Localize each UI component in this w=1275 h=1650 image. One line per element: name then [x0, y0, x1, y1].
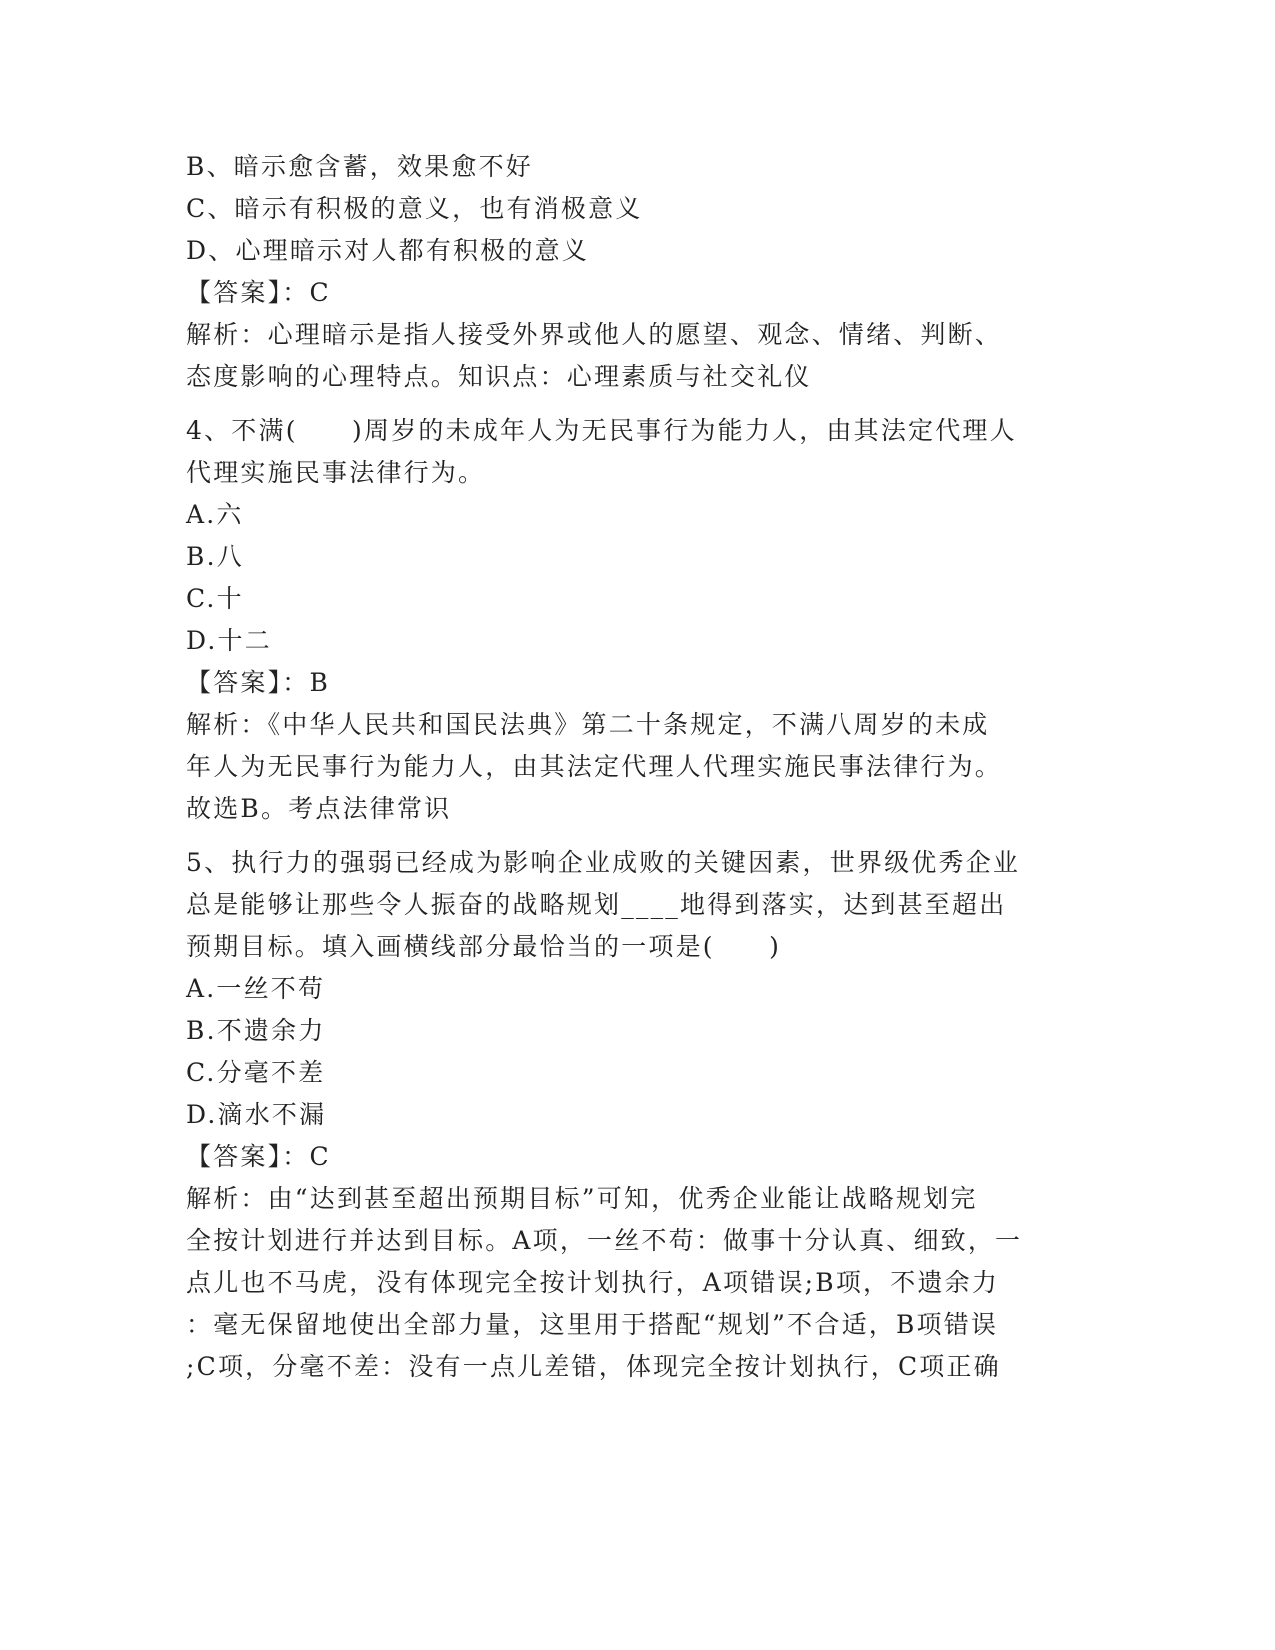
question-stem: 5、执行力的强弱已经成为影响企业成败的关键因素，世界级优秀企业 — [186, 848, 1021, 877]
explanation-line: 解析：《中华人民共和国民法典》第二十条规定，不满八周岁的未成 — [186, 710, 990, 739]
option-b: B、暗示愈含蓄，效果愈不好 — [186, 152, 533, 181]
option-d: D、心理暗示对人都有积极的意义 — [186, 236, 590, 265]
question-stem: 代理实施民事法律行为。 — [186, 458, 486, 487]
question-stem: 总是能够让那些令人振奋的战略规划____地得到落实，达到甚至超出 — [186, 890, 1007, 919]
question-3-tail — [186, 146, 1086, 398]
explanation-line: 态度影响的心理特点。知识点：心理素质与社交礼仪 — [186, 362, 812, 391]
explanation-line: 解析：由“达到甚至超出预期目标”可知，优秀企业能让战略规划完 — [186, 1184, 978, 1213]
option-a: A.六 — [186, 500, 244, 529]
answer: 【答案】：C — [186, 1142, 331, 1171]
option-b: B.八 — [186, 542, 244, 571]
answer: 【答案】：B — [186, 668, 331, 697]
question-stem: 4、不满( )周岁的未成年人为无民事行为能力人，由其法定代理人 — [186, 416, 1017, 445]
option-b: B.不遗余力 — [186, 1016, 326, 1045]
explanation-line: 故选B。考点法律常识 — [186, 794, 452, 823]
option-a: A.一丝不苟 — [186, 974, 326, 1003]
explanation-line: ;C项，分毫不差：没有一点儿差错，体现完全按计划执行，C项正确 — [186, 1352, 1001, 1381]
question-4 — [186, 410, 1086, 830]
option-c: C.十 — [186, 584, 244, 613]
option-d: D.十二 — [186, 626, 272, 655]
explanation-line: ：毫无保留地使出全部力量，这里用于搭配“规划”不合适，B项错误 — [186, 1310, 999, 1339]
option-d: D.滴水不漏 — [186, 1100, 327, 1129]
option-c: C.分毫不差 — [186, 1058, 326, 1087]
option-c: C、暗示有积极的意义，也有消极意义 — [186, 194, 643, 223]
question-5 — [186, 842, 1086, 1388]
explanation-line: 点儿也不马虎，没有体现完全按计划执行，A项错误;B项，不遗余力 — [186, 1268, 1000, 1297]
explanation-line: 解析：心理暗示是指人接受外界或他人的愿望、观念、情绪、判断、 — [186, 320, 1003, 349]
answer: 【答案】：C — [186, 278, 331, 307]
document-page — [186, 146, 1086, 1388]
explanation-line: 全按计划进行并达到目标。A项，一丝不苟：做事十分认真、细致，一 — [186, 1226, 1023, 1255]
question-stem: 预期目标。填入画横线部分最恰当的一项是( ) — [186, 932, 782, 961]
explanation-line: 年人为无民事行为能力人，由其法定代理人代理实施民事法律行为。 — [186, 752, 1003, 781]
